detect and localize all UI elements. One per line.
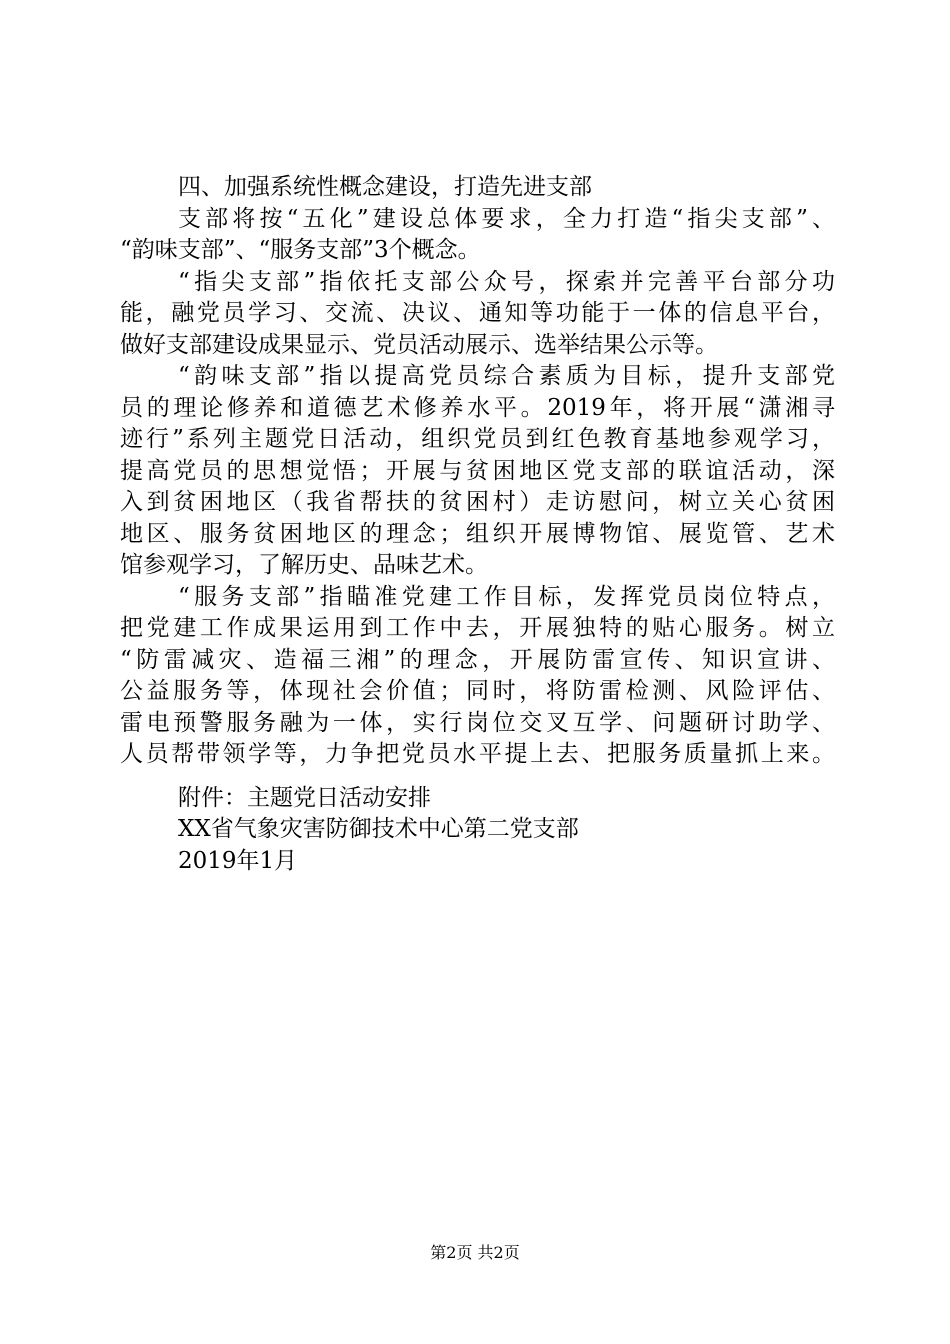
page-footer (0, 1243, 950, 1263)
page-indicator: 第2页 共2页 (430, 1243, 520, 1262)
paragraph-line: “指尖支部”指依托支部公众号，探索并完善平台部分功 (178, 268, 835, 295)
paragraph-line: “韵味支部”指以提高党员综合素质为目标，提升支部党 (178, 363, 835, 389)
paragraph-line: 能，融党员学习、交流、决议、通知等功能于一体的信息平台， (120, 300, 835, 326)
paragraph-line: 提高党员的思想觉悟；开展与贫困地区党支部的联谊活动，深 (120, 457, 835, 484)
paragraph-line: 雷电预警服务融为一体，实行岗位交叉互学、问题研讨助学、 (120, 709, 835, 736)
paragraph-line: 馆参观学习，了解历史、品味艺术。 (120, 552, 488, 578)
paragraph-line: 人员帮带领学等，力争把党员水平提上去、把服务质量抓上来。 (120, 741, 835, 767)
paragraph-line: 入到贫困地区（我省帮扶的贫困村）走访慰问，树立关心贫困 (120, 489, 835, 515)
paragraph-line: 支部将按“五化”建设总体要求，全力打造“指尖支部”、 (178, 205, 835, 232)
organization-line: XX省气象灾害防御技术中心第二党支部 (178, 816, 579, 842)
paragraph-line: 把党建工作成果运用到工作中去，开展独特的贴心服务。树立 (120, 615, 835, 641)
paragraph-line: 做好支部建设成果显示、党员活动展示、选举结果公示等。 (120, 331, 718, 358)
paragraph-line: “防雷减灾、造福三湘”的理念，开展防雷宣传、知识宣讲、 (120, 646, 835, 673)
attachment-line: 附件：主题党日活动安排 (178, 784, 431, 811)
paragraph-line: 员的理论修养和道德艺术修养水平。2019年，将开展“潇湘寻 (120, 394, 835, 421)
document-body (120, 172, 835, 877)
paragraph-line: “韵味支部”、“服务支部”3个概念。 (120, 237, 481, 263)
date-line: 2019年1月 (178, 847, 298, 874)
section-heading: 四、加强系统性概念建设，打造先进支部 (178, 174, 592, 200)
paragraph-line: 迹行”系列主题党日活动，组织党员到红色教育基地参观学习， (120, 426, 835, 452)
paragraph-line: 地区、服务贫困地区的理念；组织开展博物馆、展览管、艺术 (120, 520, 835, 547)
paragraph-line: “服务支部”指瞄准党建工作目标，发挥党员岗位特点， (178, 583, 835, 610)
paragraph-line: 公益服务等，体现社会价值；同时，将防雷检测、风险评估、 (120, 678, 835, 704)
